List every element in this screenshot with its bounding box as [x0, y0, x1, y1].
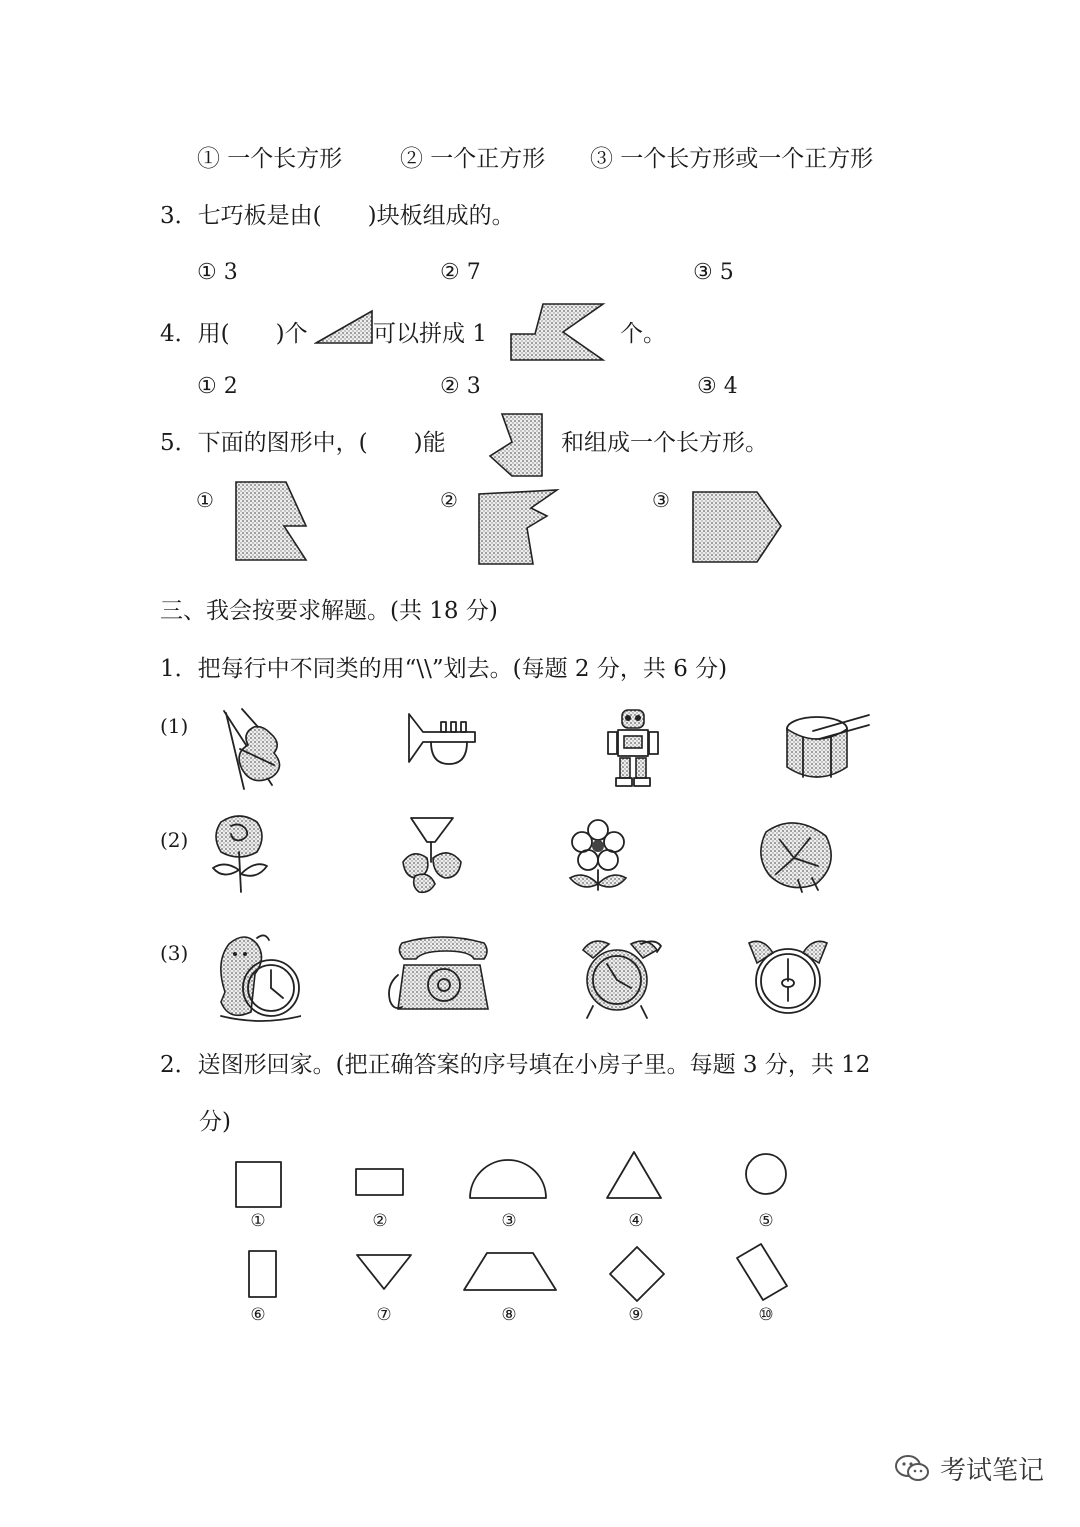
- circle-shape-icon: [743, 1151, 789, 1197]
- q2-option-2: ② 一个正方形: [400, 146, 546, 172]
- inverted-triangle-shape-icon: [354, 1252, 414, 1292]
- shape-number-5: ⑤: [758, 1211, 774, 1231]
- q2-option-3: ③ 一个长方形或一个正方形: [590, 146, 874, 172]
- q5-shape-1-icon: [234, 480, 310, 562]
- q4-option-2: ② 3: [440, 374, 481, 399]
- q4-stem-a: 4．用( )个: [160, 321, 308, 347]
- diamond-shape-icon: [607, 1244, 667, 1304]
- shape-number-7: ⑦: [376, 1305, 392, 1325]
- shape-number-8: ⑧: [501, 1305, 517, 1325]
- rose-icon[interactable]: [209, 812, 269, 894]
- robot-icon[interactable]: [606, 706, 660, 788]
- p1-stem: 1．把每行中不同类的用“\\”划去。(每题 2 分，共 6 分): [160, 656, 728, 682]
- shape-number-10: ⑩: [758, 1305, 774, 1325]
- section3-title: 三、我会按要求解题。(共 18 分): [160, 598, 498, 624]
- q4-option-3: ③ 4: [697, 374, 738, 399]
- alarm-clock-icon[interactable]: [571, 934, 667, 1020]
- p2-stem-line1: 2．送图形回家。(把正确答案的序号填在小房子里。每题 3 分，共 12: [160, 1052, 871, 1078]
- q4-option-1: ① 2: [197, 374, 238, 399]
- violin-icon[interactable]: [214, 705, 288, 791]
- shape-number-4: ④: [628, 1211, 644, 1231]
- right-triangle-shape-icon: [314, 308, 374, 346]
- q4-stem-c: 个。: [620, 321, 666, 347]
- q5-shape-3-icon: [691, 490, 785, 564]
- notched-shape-icon: [486, 412, 546, 480]
- q5-stem-a: 5．下面的图形中，( )能: [160, 430, 446, 456]
- row2-label: (2): [160, 828, 189, 852]
- watermark-text: 考试笔记: [939, 1456, 1044, 1486]
- row3-label: (3): [160, 941, 189, 965]
- lotus-leaf-icon[interactable]: [758, 818, 836, 894]
- semicircle-shape-icon: [468, 1158, 550, 1202]
- q4-stem-b: 可以拼成 1: [373, 321, 487, 347]
- trumpet-icon[interactable]: [405, 712, 479, 772]
- tall-rectangle-shape-icon: [246, 1248, 280, 1300]
- q5-label-1: ①: [196, 488, 214, 512]
- flower-icon[interactable]: [566, 818, 630, 892]
- square-shape-icon: [234, 1160, 284, 1210]
- wechat-icon: [894, 1454, 930, 1484]
- q5-label-3: ③: [652, 488, 670, 512]
- telephone-icon[interactable]: [384, 935, 494, 1015]
- trapezoid-shape-icon: [461, 1250, 559, 1294]
- p2-stem-line2: 分): [199, 1109, 231, 1135]
- q3-option-3: ③ 5: [693, 260, 734, 285]
- triangle-shape-icon: [604, 1149, 664, 1201]
- q3-option-2: ② 7: [440, 260, 481, 285]
- drum-icon[interactable]: [783, 711, 873, 783]
- shape-number-1: ①: [250, 1211, 266, 1231]
- shape-number-3: ③: [501, 1211, 517, 1231]
- pig-clock-icon[interactable]: [743, 937, 833, 1017]
- tilted-rectangle-shape-icon: [733, 1240, 791, 1304]
- morning-glory-icon[interactable]: [397, 814, 467, 894]
- shape-number-2: ②: [372, 1211, 388, 1231]
- q2-option-1: ① 一个长方形: [197, 146, 343, 172]
- row1-label: (1): [160, 714, 189, 738]
- shape-number-9: ⑨: [628, 1305, 644, 1325]
- snail-clock-icon[interactable]: [211, 932, 301, 1024]
- watermark: [894, 1450, 1044, 1487]
- q3-stem: 3．七巧板是由( )块板组成的。: [160, 203, 515, 229]
- q3-option-1: ① 3: [197, 260, 238, 285]
- q5-label-2: ②: [440, 488, 458, 512]
- q5-stem-b: 和组成一个长方形。: [561, 430, 768, 456]
- composite-shape-icon: [507, 302, 607, 364]
- q5-shape-2-icon: [477, 488, 561, 566]
- shape-number-6: ⑥: [250, 1305, 266, 1325]
- rectangle-shape-icon: [354, 1167, 406, 1199]
